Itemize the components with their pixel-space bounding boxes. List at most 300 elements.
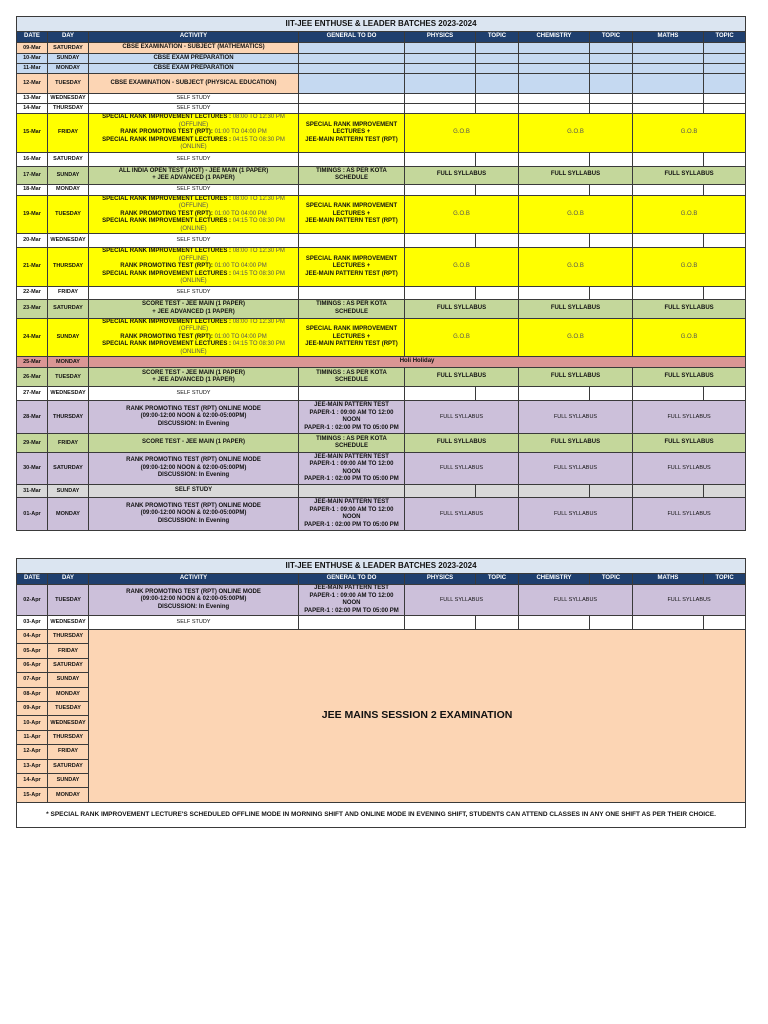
general-cell: TIMINGS : AS PER KOTA SCHEDULE [299, 166, 405, 184]
header-topic: TOPIC [476, 32, 519, 43]
day-cell: SUNDAY [48, 318, 89, 357]
physics-cell: G.O.B [405, 195, 519, 234]
activity-label: SPECIAL RANK IMPROVEMENT LECTURES : [102, 114, 233, 120]
activity-cell: RANK PROMOTING TEST (RPT) ONLINE MODE (09:00-12:00 NOON & 02:00-05:00PM) DISCUSSION: In Evening [89, 498, 299, 531]
date-cell: 18-Mar [17, 184, 48, 195]
chemistry-cell: G.O.B [519, 195, 633, 234]
empty-cell [704, 184, 746, 195]
general-cell: TIMINGS : AS PER KOTA SCHEDULE [299, 434, 405, 453]
schedule-title-row [17, 17, 746, 32]
schedule-title: IIT-JEE ENTHUSE & LEADER BATCHES 2023-2024 [17, 17, 746, 32]
date-cell: 19-Mar [17, 195, 48, 234]
table-row [17, 64, 746, 74]
maths-cell: FULL SYLLABUS [633, 434, 746, 453]
header-day: DAY [48, 574, 89, 585]
day-cell: MONDAY [48, 687, 89, 701]
date-cell: 11-Apr [17, 730, 48, 744]
empty-cell [476, 64, 519, 74]
activity-cell: RANK PROMOTING TEST (RPT) ONLINE MODE (09:00-12:00 NOON & 02:00-05:00PM) DISCUSSION: In Evening [89, 585, 299, 616]
table-row [17, 585, 746, 616]
day-cell: WEDNESDAY [48, 716, 89, 730]
physics-cell: G.O.B [405, 114, 519, 153]
empty-cell [519, 616, 590, 630]
empty-cell [476, 94, 519, 104]
day-cell: WEDNESDAY [48, 387, 89, 401]
table-row [17, 43, 746, 54]
maths-cell: FULL SYLLABUS [633, 585, 746, 616]
chemistry-cell: FULL SYLLABUS [519, 401, 633, 434]
activity-label: SPECIAL RANK IMPROVEMENT LECTURES : [102, 341, 233, 347]
general-cell: SPECIAL RANK IMPROVEMENT LECTURES + JEE-MAIN PATTERN TEST (RPT) [299, 248, 405, 287]
empty-cell [405, 387, 476, 401]
empty-cell [633, 64, 704, 74]
physics-cell: FULL SYLLABUS [405, 166, 519, 184]
day-cell: TUESDAY [48, 368, 89, 387]
header-date: DATE [17, 32, 48, 43]
empty-cell [704, 616, 746, 630]
date-cell: 14-Apr [17, 773, 48, 787]
table-row [17, 195, 746, 234]
day-cell: THURSDAY [48, 104, 89, 114]
empty-cell [519, 94, 590, 104]
empty-cell [519, 485, 590, 498]
activity-label: SPECIAL RANK IMPROVEMENT LECTURES : [102, 195, 233, 202]
activity-time: 08:00 TO 12:30 PM (OFFLINE) [178, 195, 285, 209]
physics-cell: FULL SYLLABUS [405, 453, 519, 485]
note-row [17, 802, 746, 827]
general-cell: JEE-MAIN PATTERN TEST PAPER-1 : 09:00 AM TO 12:00 NOON PAPER-1 : 02:00 PM TO 05:00 PM [299, 585, 405, 616]
empty-cell [633, 94, 704, 104]
empty-cell [633, 184, 704, 195]
activity-cell: SELF STUDY [89, 387, 299, 401]
day-cell: SATURDAY [48, 152, 89, 166]
empty-cell [405, 234, 476, 248]
day-cell: TUESDAY [48, 585, 89, 616]
empty-cell [519, 74, 590, 94]
table-row [17, 74, 746, 94]
physics-cell: G.O.B [405, 248, 519, 287]
activity-time: 04:15 TO 08:30 PM (ONLINE) [180, 136, 285, 150]
empty-cell [633, 234, 704, 248]
chemistry-cell: G.O.B [519, 318, 633, 357]
activity-label: RANK PROMOTING TEST (RPT): [120, 263, 215, 269]
empty-cell [476, 286, 519, 299]
date-cell: 22-Mar [17, 286, 48, 299]
empty-cell [476, 152, 519, 166]
general-cell: JEE-MAIN PATTERN TEST PAPER-1 : 09:00 AM TO 12:00 NOON PAPER-1 : 02:00 PM TO 05:00 PM [299, 401, 405, 434]
table-row [17, 318, 746, 357]
activity-label: RANK PROMOTING TEST (RPT): [120, 129, 215, 135]
activity-cell: CBSE EXAMINATION - SUBJECT (PHYSICAL EDUCATION) [89, 74, 299, 94]
general-cell: JEE-MAIN PATTERN TEST PAPER-1 : 09:00 AM TO 12:00 NOON PAPER-1 : 02:00 PM TO 05:00 PM [299, 498, 405, 531]
empty-cell [590, 387, 633, 401]
general-cell: TIMINGS : AS PER KOTA SCHEDULE [299, 368, 405, 387]
empty-cell [590, 234, 633, 248]
table-row [17, 401, 746, 434]
empty-cell [299, 104, 405, 114]
empty-cell [405, 54, 476, 64]
activity-cell: ALL INDIA OPEN TEST (AIOT) - JEE MAIN (1 PAPER) + JEE ADVANCED (1 PAPER) [89, 166, 299, 184]
day-cell: SUNDAY [48, 773, 89, 787]
day-cell: THURSDAY [48, 248, 89, 287]
activity-cell: CBSE EXAM PREPARATION [89, 54, 299, 64]
empty-cell [299, 54, 405, 64]
day-cell: WEDNESDAY [48, 94, 89, 104]
day-cell: SUNDAY [48, 485, 89, 498]
table-row [17, 485, 746, 498]
empty-cell [633, 104, 704, 114]
header-topic: TOPIC [704, 574, 746, 585]
header-day: DAY [48, 32, 89, 43]
empty-cell [476, 387, 519, 401]
date-cell: 09-Apr [17, 701, 48, 715]
maths-cell: G.O.B [633, 114, 746, 153]
header-physics: PHYSICS [405, 574, 476, 585]
date-cell: 03-Apr [17, 616, 48, 630]
chemistry-cell: FULL SYLLABUS [519, 585, 633, 616]
date-cell: 27-Mar [17, 387, 48, 401]
header-general: GENERAL TO DO [299, 32, 405, 43]
empty-cell [299, 64, 405, 74]
date-cell: 31-Mar [17, 485, 48, 498]
activity-label: SPECIAL RANK IMPROVEMENT LECTURES : [102, 136, 233, 143]
maths-cell: FULL SYLLABUS [633, 166, 746, 184]
table-row [17, 357, 746, 368]
activity-cell: SELF STUDY [89, 234, 299, 248]
empty-cell [299, 616, 405, 630]
chemistry-cell: FULL SYLLABUS [519, 498, 633, 531]
general-cell: TIMINGS : AS PER KOTA SCHEDULE [299, 299, 405, 318]
empty-cell [590, 184, 633, 195]
empty-cell [405, 286, 476, 299]
date-cell: 15-Mar [17, 114, 48, 153]
empty-cell [476, 54, 519, 64]
physics-cell: G.O.B [405, 318, 519, 357]
day-cell: FRIDAY [48, 644, 89, 658]
day-cell: WEDNESDAY [48, 234, 89, 248]
physics-cell: FULL SYLLABUS [405, 585, 519, 616]
day-cell: MONDAY [48, 498, 89, 531]
physics-cell: FULL SYLLABUS [405, 368, 519, 387]
table-row [17, 184, 746, 195]
maths-cell: G.O.B [633, 195, 746, 234]
empty-cell [704, 104, 746, 114]
activity-cell: SELF STUDY [89, 485, 299, 498]
day-cell: SATURDAY [48, 759, 89, 773]
date-cell: 10-Apr [17, 716, 48, 730]
empty-cell [590, 94, 633, 104]
empty-cell [299, 387, 405, 401]
maths-cell: G.O.B [633, 248, 746, 287]
date-cell: 12-Mar [17, 74, 48, 94]
day-cell: FRIDAY [48, 114, 89, 153]
activity-label: SPECIAL RANK IMPROVEMENT LECTURES : [102, 248, 233, 254]
date-cell: 13-Mar [17, 94, 48, 104]
empty-cell [476, 485, 519, 498]
header-topic: TOPIC [590, 574, 633, 585]
empty-cell [299, 485, 405, 498]
empty-cell [519, 43, 590, 54]
day-cell: TUESDAY [48, 701, 89, 715]
empty-cell [590, 152, 633, 166]
empty-cell [519, 54, 590, 64]
activity-cell [89, 195, 299, 234]
activity-cell: SCORE TEST - JEE MAIN (1 PAPER) + JEE ADVANCED (1 PAPER) [89, 299, 299, 318]
date-cell: 20-Mar [17, 234, 48, 248]
header-topic: TOPIC [476, 574, 519, 585]
header-maths: MATHS [633, 574, 704, 585]
empty-cell [704, 387, 746, 401]
chemistry-cell: FULL SYLLABUS [519, 368, 633, 387]
empty-cell [405, 104, 476, 114]
empty-cell [633, 616, 704, 630]
table-row [17, 114, 746, 153]
activity-cell: SELF STUDY [89, 152, 299, 166]
physics-cell: FULL SYLLABUS [405, 401, 519, 434]
activity-cell: SELF STUDY [89, 616, 299, 630]
table-row [17, 630, 746, 644]
activity-time: 01:00 TO 04:00 PM [214, 129, 267, 135]
table-row [17, 94, 746, 104]
table-row [17, 368, 746, 387]
activity-time: 04:15 TO 08:30 PM (ONLINE) [180, 341, 285, 355]
day-cell: SUNDAY [48, 673, 89, 687]
physics-cell: FULL SYLLABUS [405, 299, 519, 318]
general-cell: SPECIAL RANK IMPROVEMENT LECTURES + JEE-MAIN PATTERN TEST (RPT) [299, 318, 405, 357]
table-row [17, 248, 746, 287]
empty-cell [633, 43, 704, 54]
activity-time: 08:00 TO 12:30 PM (OFFLINE) [178, 318, 285, 332]
schedule-title: IIT-JEE ENTHUSE & LEADER BATCHES 2023-2024 [17, 559, 746, 574]
schedule-table-april [16, 558, 746, 828]
table-row [17, 54, 746, 64]
chemistry-cell: G.O.B [519, 114, 633, 153]
chemistry-cell: FULL SYLLABUS [519, 166, 633, 184]
empty-cell [704, 74, 746, 94]
empty-cell [299, 43, 405, 54]
day-cell: THURSDAY [48, 730, 89, 744]
day-cell: SATURDAY [48, 658, 89, 672]
empty-cell [405, 616, 476, 630]
activity-label: SPECIAL RANK IMPROVEMENT LECTURES : [102, 318, 233, 325]
date-cell: 28-Mar [17, 401, 48, 434]
date-cell: 16-Mar [17, 152, 48, 166]
date-cell: 10-Mar [17, 54, 48, 64]
empty-cell [476, 616, 519, 630]
activity-cell [89, 248, 299, 287]
general-cell: SPECIAL RANK IMPROVEMENT LECTURES + JEE-MAIN PATTERN TEST (RPT) [299, 195, 405, 234]
header-topic: TOPIC [704, 32, 746, 43]
empty-cell [590, 485, 633, 498]
table-row [17, 286, 746, 299]
header-general: GENERAL TO DO [299, 574, 405, 585]
date-cell: 02-Apr [17, 585, 48, 616]
empty-cell [590, 54, 633, 64]
empty-cell [299, 152, 405, 166]
empty-cell [633, 286, 704, 299]
activity-time: 08:00 TO 12:30 PM (OFFLINE) [178, 114, 285, 128]
activity-time: 01:00 TO 04:00 PM [214, 210, 267, 217]
date-cell: 17-Mar [17, 166, 48, 184]
empty-cell [704, 43, 746, 54]
empty-cell [704, 64, 746, 74]
table-row [17, 234, 746, 248]
date-cell: 25-Mar [17, 357, 48, 368]
maths-cell: FULL SYLLABUS [633, 299, 746, 318]
date-cell: 23-Mar [17, 299, 48, 318]
empty-cell [704, 234, 746, 248]
activity-cell: SELF STUDY [89, 94, 299, 104]
schedule-table-march [16, 16, 746, 531]
schedule-title-row [17, 559, 746, 574]
empty-cell [590, 286, 633, 299]
day-cell: SUNDAY [48, 166, 89, 184]
date-cell: 15-Apr [17, 788, 48, 802]
date-cell: 24-Mar [17, 318, 48, 357]
day-cell: FRIDAY [48, 434, 89, 453]
empty-cell [299, 234, 405, 248]
activity-cell: SCORE TEST - JEE MAIN (1 PAPER) [89, 434, 299, 453]
empty-cell [299, 286, 405, 299]
empty-cell [299, 74, 405, 94]
activity-label: RANK PROMOTING TEST (RPT): [120, 210, 215, 217]
date-cell: 05-Apr [17, 644, 48, 658]
activity-cell: SELF STUDY [89, 184, 299, 195]
empty-cell [519, 234, 590, 248]
date-cell: 21-Mar [17, 248, 48, 287]
header-activity: ACTIVITY [89, 574, 299, 585]
date-cell: 13-Apr [17, 759, 48, 773]
day-cell: FRIDAY [48, 286, 89, 299]
empty-cell [633, 485, 704, 498]
empty-cell [476, 234, 519, 248]
general-cell: JEE-MAIN PATTERN TEST PAPER-1 : 09:00 AM TO 12:00 NOON PAPER-1 : 02:00 PM TO 05:00 PM [299, 453, 405, 485]
activity-cell: SCORE TEST - JEE MAIN (1 PAPER) + JEE ADVANCED (1 PAPER) [89, 368, 299, 387]
empty-cell [476, 184, 519, 195]
empty-cell [476, 43, 519, 54]
empty-cell [633, 387, 704, 401]
activity-cell: RANK PROMOTING TEST (RPT) ONLINE MODE (09:00-12:00 NOON & 02:00-05:00PM) DISCUSSION: In Evening [89, 401, 299, 434]
empty-cell [519, 104, 590, 114]
activity-cell: RANK PROMOTING TEST (RPT) ONLINE MODE (09:00-12:00 NOON & 02:00-05:00PM) DISCUSSION: In Evening [89, 453, 299, 485]
empty-cell [519, 64, 590, 74]
column-header-row [17, 32, 746, 43]
header-maths: MATHS [633, 32, 704, 43]
date-cell: 07-Apr [17, 673, 48, 687]
date-cell: 26-Mar [17, 368, 48, 387]
empty-cell [519, 286, 590, 299]
empty-cell [704, 94, 746, 104]
holiday-cell: Holi Holiday [89, 357, 746, 368]
table-row [17, 434, 746, 453]
activity-time: 04:15 TO 08:30 PM (ONLINE) [180, 270, 285, 284]
empty-cell [405, 94, 476, 104]
physics-cell: FULL SYLLABUS [405, 498, 519, 531]
day-cell: MONDAY [48, 64, 89, 74]
maths-cell: FULL SYLLABUS [633, 453, 746, 485]
empty-cell [519, 387, 590, 401]
date-cell: 06-Apr [17, 658, 48, 672]
date-cell: 04-Apr [17, 630, 48, 644]
date-cell: 01-Apr [17, 498, 48, 531]
empty-cell [704, 152, 746, 166]
activity-cell: CBSE EXAM PREPARATION [89, 64, 299, 74]
date-cell: 09-Mar [17, 43, 48, 54]
date-cell: 12-Apr [17, 745, 48, 759]
activity-cell [89, 318, 299, 357]
empty-cell [519, 184, 590, 195]
day-cell: WEDNESDAY [48, 616, 89, 630]
footnote: * SPECIAL RANK IMPROVEMENT LECTURE'S SCHEDULED OFFLINE MODE IN MORNING SHIFT AND ONLINE MODE IN EVENING SHIFT, STUDENTS CAN ATTEND CLASSES IN ANY ONE SHIFT AS PER THEIR CHOICE. [17, 802, 746, 827]
header-date: DATE [17, 574, 48, 585]
day-cell: THURSDAY [48, 630, 89, 644]
activity-time: 08:00 TO 12:30 PM (OFFLINE) [178, 248, 285, 262]
table-row [17, 616, 746, 630]
chemistry-cell: FULL SYLLABUS [519, 434, 633, 453]
empty-cell [476, 74, 519, 94]
maths-cell: FULL SYLLABUS [633, 498, 746, 531]
empty-cell [405, 184, 476, 195]
table-row [17, 299, 746, 318]
day-cell: SATURDAY [48, 453, 89, 485]
empty-cell [405, 485, 476, 498]
day-cell: FRIDAY [48, 745, 89, 759]
maths-cell: FULL SYLLABUS [633, 368, 746, 387]
day-cell: TUESDAY [48, 195, 89, 234]
table-row [17, 387, 746, 401]
table-row [17, 498, 746, 531]
empty-cell [405, 43, 476, 54]
maths-cell: G.O.B [633, 318, 746, 357]
day-cell: MONDAY [48, 184, 89, 195]
header-chemistry: CHEMISTRY [519, 574, 590, 585]
day-cell: TUESDAY [48, 74, 89, 94]
table-row [17, 166, 746, 184]
chemistry-cell: FULL SYLLABUS [519, 299, 633, 318]
empty-cell [590, 616, 633, 630]
activity-time: 01:00 TO 04:00 PM [214, 333, 267, 340]
date-cell: 11-Mar [17, 64, 48, 74]
day-cell: SATURDAY [48, 299, 89, 318]
date-cell: 14-Mar [17, 104, 48, 114]
day-cell: SATURDAY [48, 43, 89, 54]
empty-cell [633, 152, 704, 166]
activity-cell: SELF STUDY [89, 286, 299, 299]
empty-cell [590, 74, 633, 94]
empty-cell [633, 54, 704, 64]
empty-cell [476, 104, 519, 114]
date-cell: 29-Mar [17, 434, 48, 453]
empty-cell [590, 104, 633, 114]
chemistry-cell: G.O.B [519, 248, 633, 287]
day-cell: MONDAY [48, 788, 89, 802]
activity-label: SPECIAL RANK IMPROVEMENT LECTURES : [102, 218, 233, 224]
activity-label: SPECIAL RANK IMPROVEMENT LECTURES : [102, 270, 233, 277]
empty-cell [704, 485, 746, 498]
date-cell: 08-Apr [17, 687, 48, 701]
empty-cell [590, 43, 633, 54]
general-cell: SPECIAL RANK IMPROVEMENT LECTURES + JEE-MAIN PATTERN TEST (RPT) [299, 114, 405, 153]
empty-cell [704, 286, 746, 299]
activity-cell: CBSE EXAMINATION - SUBJECT (MATHEMATICS) [89, 43, 299, 54]
empty-cell [299, 184, 405, 195]
chemistry-cell: FULL SYLLABUS [519, 453, 633, 485]
header-topic: TOPIC [590, 32, 633, 43]
activity-time: 01:00 TO 04:00 PM [214, 263, 267, 269]
table-row [17, 152, 746, 166]
empty-cell [519, 152, 590, 166]
table-row [17, 104, 746, 114]
